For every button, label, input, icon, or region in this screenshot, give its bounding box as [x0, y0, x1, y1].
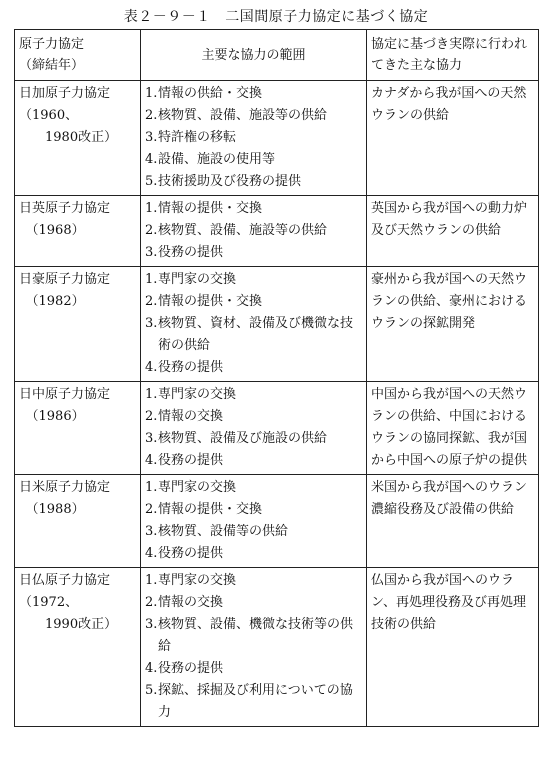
scope-item-number: 3.: [145, 316, 158, 331]
scope-item-text: 核物質、設備等の供給: [158, 524, 289, 539]
agreement-name: 日中原子力協定: [19, 387, 111, 402]
header-actual: [367, 30, 539, 81]
scope-item-number: 2.: [145, 502, 158, 517]
scope-item: [145, 406, 362, 428]
actual-cooperation-text: 仏国から我が国へのウラン、再処理役務及び再処理技術の供給: [371, 573, 526, 632]
agreement-year: （1968）: [19, 223, 85, 238]
scope-item-text: 技術援助及び役務の提供: [158, 174, 302, 189]
scope-list: [145, 384, 362, 472]
scope-item: [145, 198, 362, 220]
header-scope-label: 主要な協力の範囲: [201, 47, 306, 63]
scope-item-text: 役務の提供: [158, 453, 224, 468]
scope-item-number: 4.: [145, 152, 158, 167]
scope-item-number: 3.: [145, 524, 158, 539]
agreement-name: 日仏原子力協定: [19, 573, 111, 588]
header-agreement: [15, 30, 141, 81]
scope-item-text: 役務の提供: [158, 360, 224, 375]
scope-item: [145, 83, 362, 105]
scope-item-text: 探鉱、採掘及び利用についての協力: [158, 683, 353, 720]
table-header: [15, 30, 539, 81]
scope-item: [145, 313, 362, 357]
table-title: 表２－９－１ 二国間原子力協定に基づく協定: [123, 9, 429, 25]
scope-item-number: 2.: [145, 409, 158, 424]
scope-item: [145, 499, 362, 521]
scope-item-text: 核物質、設備及び施設の供給: [158, 431, 328, 446]
header-actual-label: 協定に基づき実際に行われてきた主な協力: [371, 37, 528, 73]
scope-item-text: 役務の提供: [158, 546, 224, 561]
scope-item-text: 設備、施設の使用等: [158, 152, 276, 167]
scope-item: [145, 242, 362, 264]
header-scope: [141, 30, 367, 81]
scope-item-text: 核物質、設備、施設等の供給: [158, 108, 328, 123]
agreement-year: （1988）: [19, 502, 85, 517]
scope-item: [145, 450, 362, 472]
scope-item: [145, 357, 362, 379]
scope-item: [145, 614, 362, 658]
agreement-cell: [15, 196, 141, 267]
table-row: [15, 382, 539, 475]
scope-item-number: 1.: [145, 573, 158, 588]
actual-cell: [367, 267, 539, 382]
scope-item-text: 情報の提供・交換: [158, 201, 263, 216]
scope-item-text: 専門家の交換: [158, 480, 237, 495]
header-row: [15, 30, 539, 81]
scope-item-number: 3.: [145, 245, 158, 260]
scope-item-number: 2.: [145, 294, 158, 309]
scope-item-number: 4.: [145, 453, 158, 468]
scope-item: [145, 680, 362, 724]
scope-item-number: 2.: [145, 108, 158, 123]
scope-item: [145, 543, 362, 565]
table-row: [15, 568, 539, 727]
actual-cell: [367, 568, 539, 727]
table-row: [15, 267, 539, 382]
scope-item: [145, 521, 362, 543]
scope-item-number: 5.: [145, 683, 158, 698]
scope-list: [145, 570, 362, 724]
scope-item-number: 1.: [145, 272, 158, 287]
scope-item-text: 核物質、資材、設備及び機微な技術の供給: [158, 316, 354, 353]
scope-item-text: 情報の交換: [158, 409, 224, 424]
scope-item-text: 情報の供給・交換: [158, 86, 263, 101]
scope-item: [145, 428, 362, 450]
scope-item-number: 1.: [145, 201, 158, 216]
agreement-name: 日英原子力協定: [19, 201, 111, 216]
scope-item-text: 情報の交換: [158, 595, 224, 610]
scope-item: [145, 105, 362, 127]
scope-list: [145, 83, 362, 193]
table-row: [15, 475, 539, 568]
agreement-cell: [15, 568, 141, 727]
actual-cooperation-text: カナダから我が国への天然ウランの供給: [371, 86, 527, 123]
scope-list: [145, 198, 362, 264]
table-row: [15, 196, 539, 267]
scope-item-number: 5.: [145, 174, 158, 189]
agreement-year: （1960、 1980改正）: [19, 108, 118, 145]
table-row: [15, 81, 539, 196]
scope-item-text: 特許権の移転: [158, 130, 237, 145]
scope-item-text: 役務の提供: [158, 661, 224, 676]
scope-cell: [141, 382, 367, 475]
agreement-name: 日豪原子力協定: [19, 272, 111, 287]
scope-item-number: 3.: [145, 431, 158, 446]
agreement-cell: [15, 267, 141, 382]
scope-item-number: 1.: [145, 387, 158, 402]
scope-item-number: 2.: [145, 223, 158, 238]
scope-cell: [141, 267, 367, 382]
agreement-cell: [15, 81, 141, 196]
table-body: [15, 81, 539, 727]
actual-cooperation-text: 英国から我が国への動力炉及び天然ウランの供給: [371, 201, 528, 238]
scope-item-text: 専門家の交換: [158, 387, 237, 402]
actual-cell: [367, 81, 539, 196]
agreement-year: （1986）: [19, 409, 85, 424]
scope-cell: [141, 81, 367, 196]
actual-cell: [367, 382, 539, 475]
scope-list: [145, 269, 362, 379]
scope-item-text: 専門家の交換: [158, 272, 237, 287]
scope-item-number: 4.: [145, 546, 158, 561]
scope-item-number: 3.: [145, 617, 158, 632]
scope-item-text: 核物質、設備、施設等の供給: [158, 223, 328, 238]
scope-item-number: 3.: [145, 130, 158, 145]
scope-item: [145, 220, 362, 242]
scope-list: [145, 477, 362, 565]
actual-cooperation-text: 中国から我が国への天然ウランの供給、中国におけるウランの協同探鉱、我が国から中国への原子炉の提供: [371, 387, 528, 468]
actual-cell: [367, 196, 539, 267]
scope-item-number: 4.: [145, 661, 158, 676]
scope-item: [145, 384, 362, 406]
scope-cell: [141, 196, 367, 267]
scope-item-number: 4.: [145, 360, 158, 375]
scope-item: [145, 570, 362, 592]
scope-item: [145, 291, 362, 313]
agreement-name: 日加原子力協定: [19, 86, 111, 101]
agreement-year: （1982）: [19, 294, 85, 309]
scope-item: [145, 269, 362, 291]
scope-item-text: 専門家の交換: [158, 573, 237, 588]
agreement-year: （1972、 1990改正）: [19, 595, 118, 632]
agreement-cell: [15, 382, 141, 475]
actual-cooperation-text: 豪州から我が国への天然ウランの供給、豪州におけるウランの探鉱開発: [371, 272, 528, 331]
scope-item-text: 情報の提供・交換: [158, 502, 263, 517]
scope-cell: [141, 475, 367, 568]
agreements-table: [14, 29, 539, 727]
scope-item: [145, 477, 362, 499]
scope-item-text: 核物質、設備、機微な技術等の供給: [158, 617, 354, 654]
actual-cooperation-text: 米国から我が国へのウラン濃縮役務及び設備の供給: [371, 480, 528, 517]
scope-item-number: 2.: [145, 595, 158, 610]
scope-item: [145, 149, 362, 171]
agreement-cell: [15, 475, 141, 568]
actual-cell: [367, 475, 539, 568]
scope-item: [145, 171, 362, 193]
agreement-name: 日米原子力協定: [19, 480, 111, 495]
scope-item-text: 情報の提供・交換: [158, 294, 263, 309]
scope-item-text: 役務の提供: [158, 245, 224, 260]
scope-item-number: 1.: [145, 480, 158, 495]
header-agreement-label: 原子力協定 （締結年）: [19, 37, 85, 73]
scope-cell: [141, 568, 367, 727]
scope-item: [145, 592, 362, 614]
scope-item: [145, 658, 362, 680]
scope-item-number: 1.: [145, 86, 158, 101]
scope-item: [145, 127, 362, 149]
